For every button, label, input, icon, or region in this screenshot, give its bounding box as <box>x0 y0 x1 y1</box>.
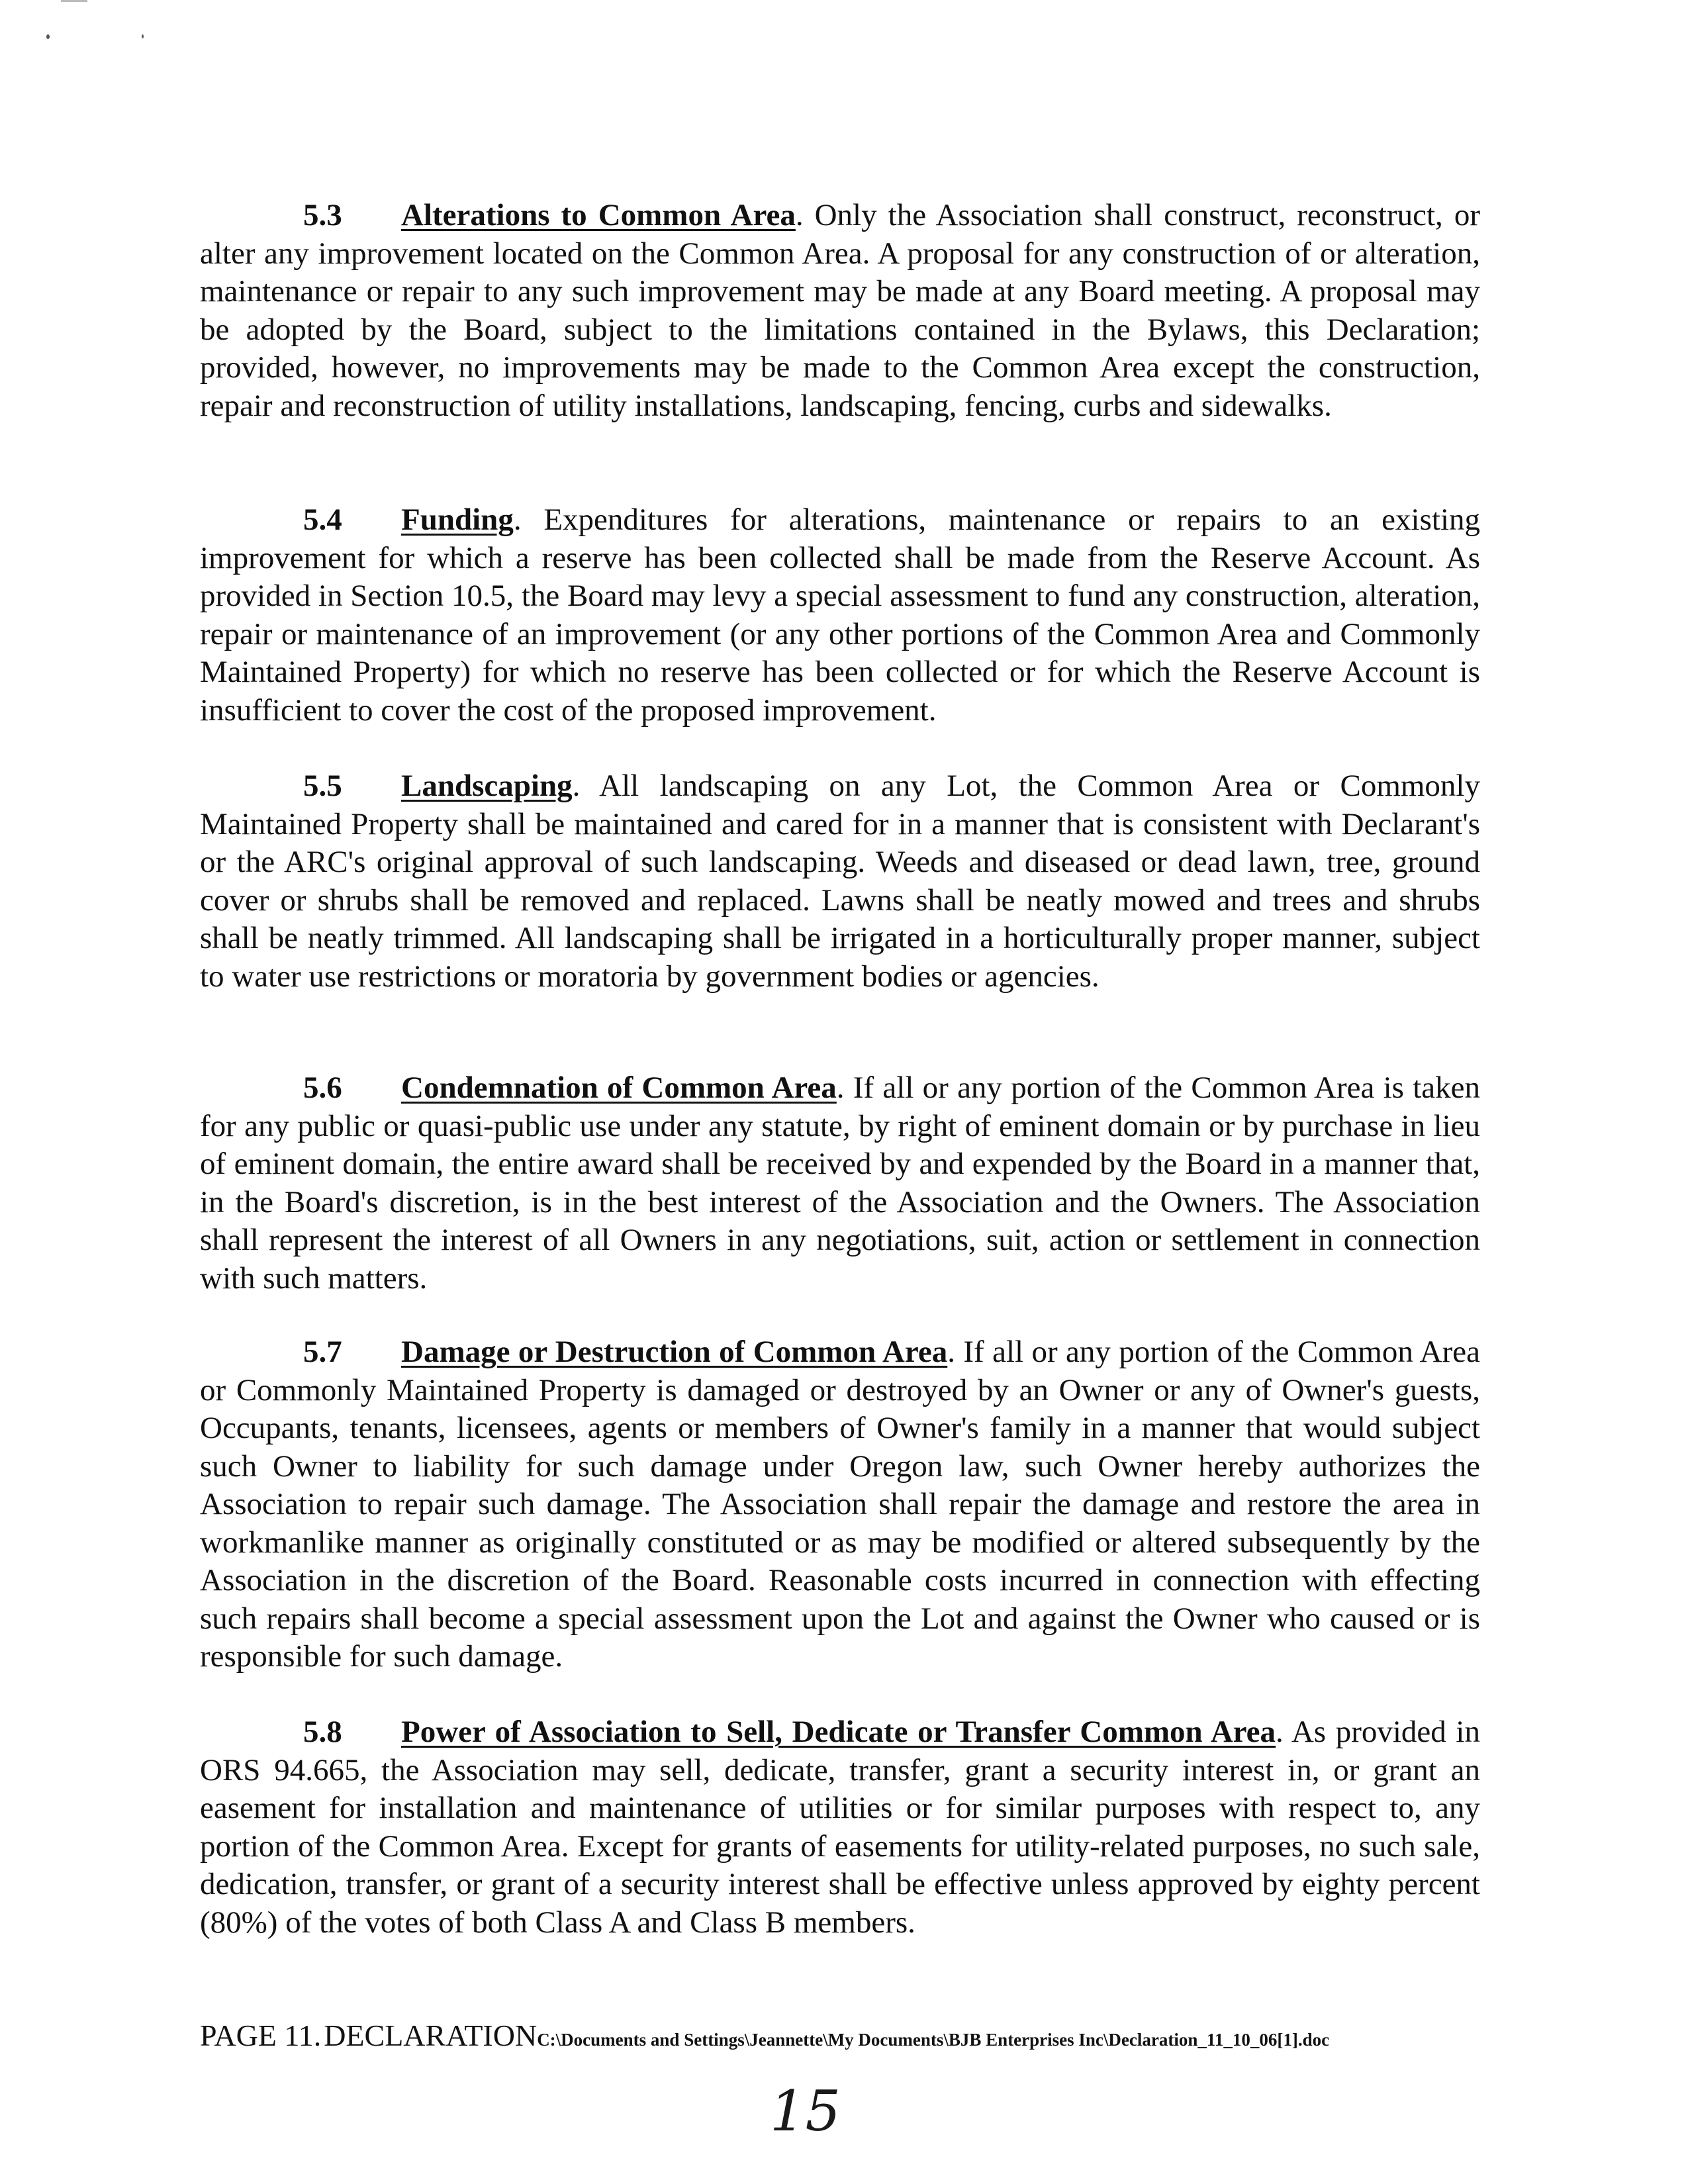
handwritten-page-number: 15 <box>770 2079 841 2144</box>
section-title: Condemnation of Common Area <box>401 1070 837 1105</box>
section-number: 5.8 <box>303 1715 342 1749</box>
section-number: 5.5 <box>303 769 342 803</box>
section-paragraph <box>200 501 1480 730</box>
section-title: Funding <box>401 502 514 537</box>
section-paragraph <box>200 1713 1480 1942</box>
footer-file-path: C:\Documents and Settings\Jeannette\My Documents\BJB Enterprises Inc\Declaration_11_10_06[1].doc <box>537 2030 1330 2050</box>
section-paragraph <box>200 1069 1480 1298</box>
section-body: . As provided in ORS 94.665, the Association may sell, dedicate, transfer, grant a security interest in, or grant an easement for installation and maintenance of utilities or for similar purposes with respect to, any portion of the Common Area. Except for grants of easements for utility-related purposes, no such sale, dedication, transfer, or grant of a security interest shall be effective unless approved by eighty percent (80%) of the votes of both Class A and Class B members. <box>200 1715 1480 1940</box>
section-paragraph <box>200 767 1480 996</box>
section-number: 5.3 <box>303 198 342 232</box>
section-5-6 <box>200 1069 1480 1298</box>
section-paragraph <box>200 1333 1480 1676</box>
footer-document-label: DECLARATION <box>324 2018 538 2052</box>
section-number: 5.7 <box>303 1335 342 1369</box>
scan-artifact <box>61 0 87 2</box>
scan-speck <box>142 34 144 38</box>
section-number: 5.6 <box>303 1070 342 1105</box>
scan-speck <box>46 34 50 39</box>
section-5-5 <box>200 767 1480 996</box>
section-body: . All landscaping on any Lot, the Common Area or Commonly Maintained Property shall be maintained and cared for in a manner that is consistent with Declarant's or the ARC's original approval of such landscaping. Weeds and diseased or dead lawn, tree, ground cover or shrubs shall be removed and replaced. Lawns shall be neatly mowed and trees and shrubs shall be neatly trimmed. All landscaping shall be irrigated in a horticulturally proper manner, subject to water use restrictions or moratoria by government bodies or agencies. <box>200 769 1480 994</box>
section-title: Power of Association to Sell, Dedicate or Transfer Common Area <box>401 1715 1276 1749</box>
section-number: 5.4 <box>303 502 342 537</box>
footer-page-label: PAGE 11. <box>200 2018 322 2052</box>
section-paragraph <box>200 197 1480 425</box>
section-body: . If all or any portion of the Common Area or Commonly Maintained Property is damaged or destroyed by an Owner or any of Owner's guests, Occupants, tenants, licensees, agents or members of Owner's family in a manner that would subject such Owner to liability for such damage under Oregon law, such Owner hereby authorizes the Association to repair such damage. The Association shall repair the damage and restore the area in workmanlike manner as originally constituted or as may be modified or altered subsequently by the Association in the discretion of the Board. Reasonable costs incurred in connection with effecting such repairs shall become a special assessment upon the Lot and against the Owner who caused or is responsible for such damage. <box>200 1335 1480 1674</box>
section-5-4 <box>200 501 1480 730</box>
page-footer <box>200 2018 1329 2053</box>
section-body: . Expenditures for alterations, maintenance or repairs to an existing improvement for which a reserve has been collected shall be made from the Reserve Account. As provided in Section 10.5, the Board may levy a special assessment to fund any construction, alteration, repair or maintenance of an improvement (or any other portions of the Common Area and Commonly Maintained Property) for which no reserve has been collected or for which the Reserve Account is insufficient to cover the cost of the proposed improvement. <box>200 502 1480 728</box>
section-5-3 <box>200 197 1480 425</box>
section-title: Landscaping <box>401 769 573 803</box>
section-title: Alterations to Common Area <box>401 198 796 232</box>
section-5-8 <box>200 1713 1480 1942</box>
section-body: . If all or any portion of the Common Area is taken for any public or quasi-public use under any statute, by right of eminent domain or by purchase in lieu of eminent domain, the entire award shall be received by and expended by the Board in a manner that, in the Board's discretion, is in the best interest of the Association and the Owners. The Association shall represent the interest of all Owners in any negotiations, suit, action or settlement in connection with such matters. <box>200 1070 1480 1296</box>
section-body: . Only the Association shall construct, reconstruct, or alter any improvement located on the Common Area. A proposal for any construction of or alteration, maintenance or repair to any such improvement may be made at any Board meeting. A proposal may be adopted by the Board, subject to the limitations contained in the Bylaws, this Declaration; provided, however, no improvements may be made to the Common Area except the construction, repair and reconstruction of utility installations, landscaping, fencing, curbs and sidewalks. <box>200 198 1480 423</box>
section-5-7 <box>200 1333 1480 1676</box>
section-title: Damage or Destruction of Common Area <box>401 1335 948 1369</box>
